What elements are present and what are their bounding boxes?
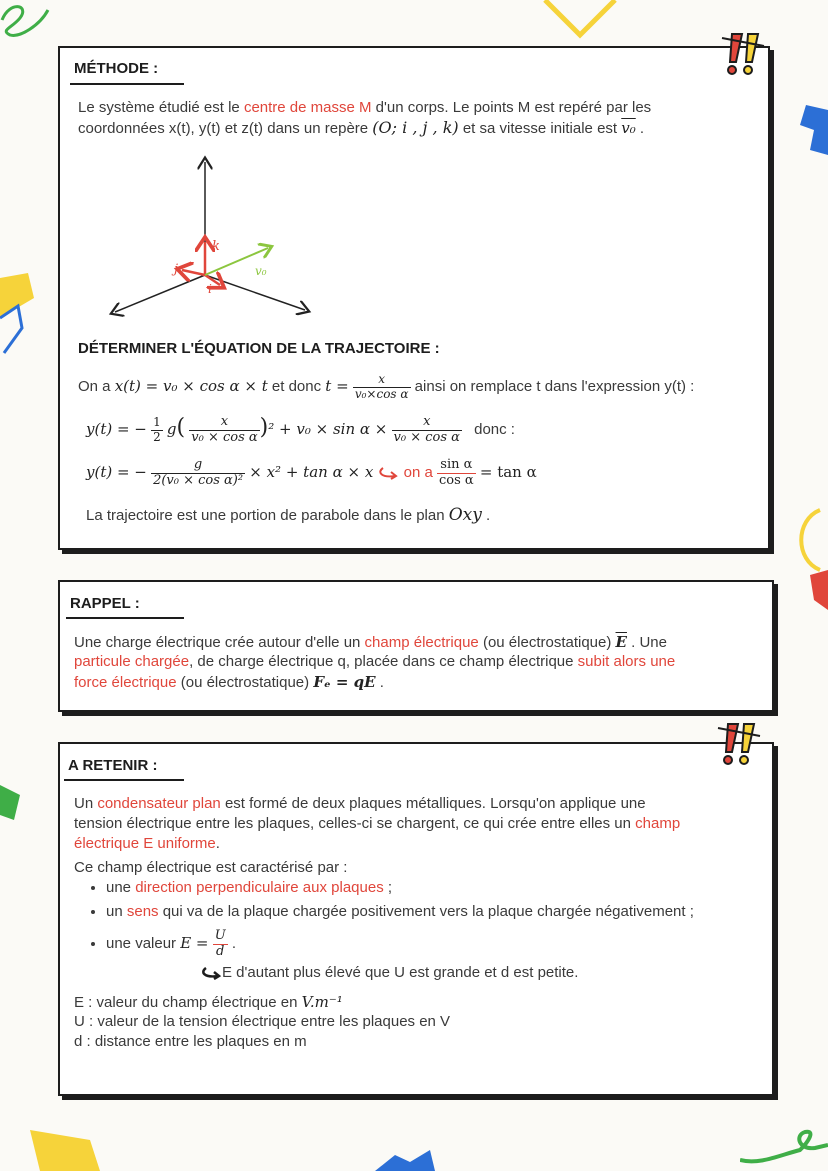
list-item: • une valeur E = $\frac{U}{d}$ . bbox=[106, 924, 694, 963]
retenir-line3: électrique E uniforme. bbox=[74, 835, 220, 852]
list-item: • un sens qui va de la plaque chargée positivement vers la plaque chargée négativement ; bbox=[106, 900, 694, 924]
eq-line2: y(t) = − $\frac{1}{2}$ g( $\frac{x}{\text{v₀ × cos α}}$ )² + v₀ × sin α × $\frac{x}{\text{v₀ × cos α}}$ donc : bbox=[86, 414, 515, 445]
label-k: k bbox=[212, 239, 220, 254]
yellow-heart-decoration bbox=[540, 0, 620, 40]
methode-title: MÉTHODE : bbox=[74, 60, 159, 77]
yellow-blob-decoration-left bbox=[0, 268, 40, 358]
rappel-title-underline bbox=[66, 617, 184, 619]
rappel-title: RAPPEL : bbox=[70, 595, 140, 612]
rappel-line2: particule chargée, de charge électrique q, placée dans ce champ électrique subit alors une bbox=[74, 653, 676, 670]
rappel-line1: Une charge électrique crée autour d'elle un champ électrique (ou électrostatique) $\overline{E}$ . Une bbox=[74, 633, 667, 651]
def-E: E : valeur du champ électrique en V.m⁻¹ bbox=[74, 993, 343, 1011]
green-blob-decoration-left bbox=[0, 785, 22, 825]
curved-arrow-icon bbox=[200, 966, 222, 980]
label-j: j bbox=[174, 262, 179, 277]
yellow-blob-decoration-bottom bbox=[30, 1120, 110, 1171]
caracteristiques-list bbox=[80, 876, 694, 963]
methode-title-underline bbox=[70, 83, 184, 85]
curved-arrow-icon bbox=[377, 466, 399, 480]
retenir-line4: Ce champ électrique est caractérisé par : bbox=[74, 859, 348, 876]
green-swirl-decoration-bottom bbox=[740, 1120, 828, 1171]
retenir-title: A RETENIR : bbox=[68, 757, 158, 774]
eq-line1: On a x(t) = v₀ × cos α × t et donc t = $\frac{x}{\text{v₀×cos α}}$ ainsi on remplace t dans l'expression y(t) : bbox=[78, 372, 695, 401]
rappel-line3: force électrique (ou électrostatique) Fₑ = qE . bbox=[74, 673, 384, 691]
blue-shape-decoration bbox=[796, 100, 828, 160]
warning-icon-2 bbox=[714, 722, 762, 766]
def-U: U : valeur de la tension électrique entre les plaques en V bbox=[74, 1013, 451, 1030]
eq-line4: La trajectoire est une portion de parabole dans le plan Oxy . bbox=[86, 505, 491, 525]
axes-diagram bbox=[100, 150, 330, 325]
def-d: d : distance entre les plaques en m bbox=[74, 1033, 307, 1050]
methode-paragraph-line1: Le système étudié est le centre de masse M d'un corps. Le points M est repéré par les bbox=[78, 99, 652, 116]
retenir-title-underline bbox=[64, 779, 184, 781]
label-i: i bbox=[208, 282, 212, 296]
blue-blob-decoration-bottom bbox=[375, 1150, 435, 1171]
trajectoire-subtitle: DÉTERMINER L'ÉQUATION DE LA TRAJECTOIRE : bbox=[78, 340, 440, 357]
green-swirl-decoration bbox=[0, 0, 50, 40]
eq-line3: y(t) = − $\frac{g}{\text{2(v₀ × cos α)²}}$ × x² + tan α × x on a $\frac{\text{sin α}}{\text{cos α}}$ = tan α bbox=[86, 457, 537, 488]
retenir-line1: Un condensateur plan est formé de deux plaques métalliques. Lorsqu'on applique une bbox=[74, 795, 646, 812]
retenir-line2: tension électrique entre les plaques, celles-ci se chargent, ce qui crée entre elles un champ bbox=[74, 815, 681, 832]
label-v0: v₀ bbox=[255, 264, 267, 278]
yellow-leaf-decoration-right bbox=[790, 500, 828, 620]
retenir-note: E d'autant plus élevé que U est grande et d est petite. bbox=[200, 963, 578, 983]
warning-icon bbox=[718, 32, 766, 76]
methode-paragraph-line2: coordonnées x(t), y(t) et z(t) dans un repère (O; i , j , k) et sa vitesse initiale est v₀ . bbox=[78, 118, 645, 137]
list-item: • une direction perpendiculaire aux plaques ; bbox=[106, 876, 694, 900]
